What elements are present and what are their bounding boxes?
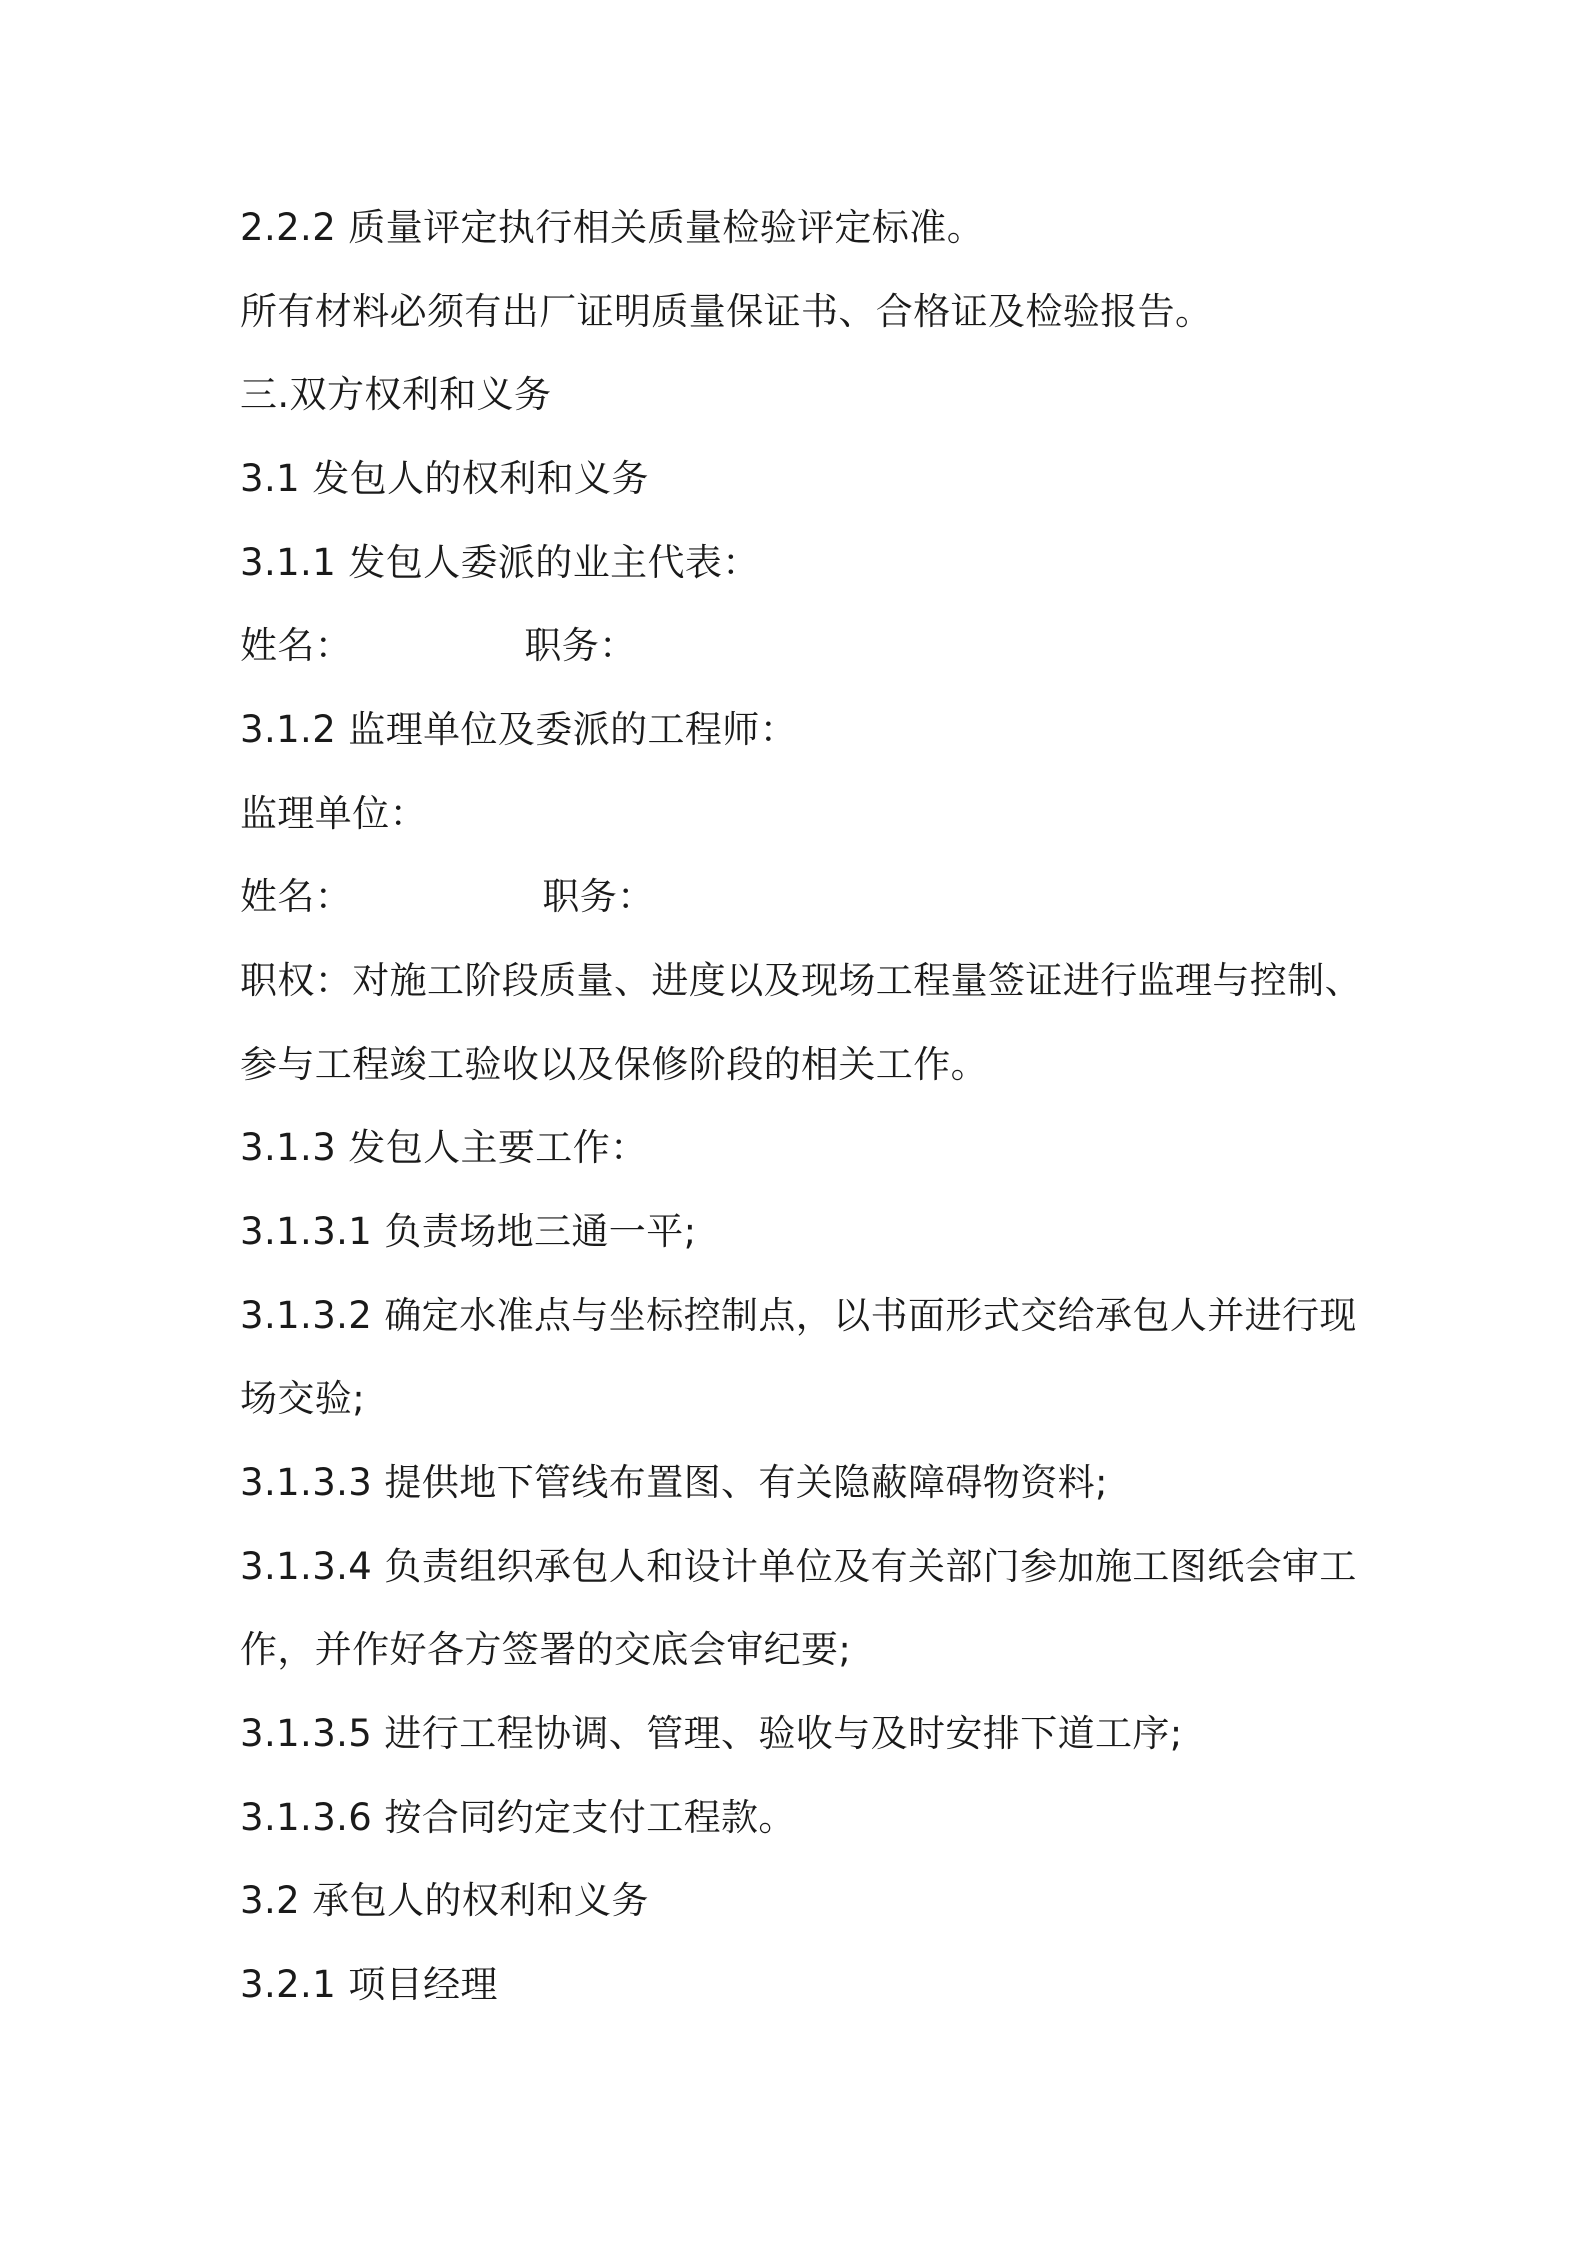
supervisor-unit-label: 监理单位： xyxy=(240,792,427,835)
clause-3-2-heading: 3.2 承包人的权利和义务 xyxy=(240,1879,649,1922)
supervisor-position-label: 职务： xyxy=(542,875,655,918)
clause-3-1-1: 3.1.1 发包人委派的业主代表： xyxy=(240,541,760,584)
clause-3-2-1: 3.2.1 项目经理 xyxy=(240,1963,498,2006)
materials-certification: 所有材料必须有出厂证明质量保证书、合格证及检验报告。 xyxy=(240,290,1213,333)
clause-3-1-3: 3.1.3 发包人主要工作： xyxy=(240,1126,648,1169)
clause-3-1-3-2: 3.1.3.2 确定水准点与坐标控制点，以书面形式交给承包人并进行现 xyxy=(240,1294,1357,1337)
supervisor-name-label: 姓名： xyxy=(240,875,353,918)
supervisor-authority: 职权：对施工阶段质量、进度以及现场工程量签证进行监理与控制、 xyxy=(240,959,1362,1002)
clause-3-1-3-6: 3.1.3.6 按合同约定支付工程款。 xyxy=(240,1796,796,1839)
supervisor-authority-cont: 参与工程竣工验收以及保修阶段的相关工作。 xyxy=(240,1043,988,1086)
clause-2-2-2: 2.2.2 质量评定执行相关质量检验评定标准。 xyxy=(240,206,985,249)
owner-rep-fields xyxy=(240,621,637,671)
supervisor-fields xyxy=(240,872,655,922)
clause-3-1-3-1: 3.1.3.1 负责场地三通一平; xyxy=(240,1210,697,1253)
clause-3-1-3-5: 3.1.3.5 进行工程协调、管理、验收与及时安排下道工序; xyxy=(240,1712,1183,1755)
section-3-heading: 三.双方权利和义务 xyxy=(240,373,552,416)
clause-3-1-3-4-cont: 作，并作好各方签署的交底会审纪要; xyxy=(240,1628,852,1671)
clause-3-1-3-3: 3.1.3.3 提供地下管线布置图、有关隐蔽障碍物资料; xyxy=(240,1461,1108,1504)
clause-3-1-3-4: 3.1.3.4 负责组织承包人和设计单位及有关部门参加施工图纸会审工 xyxy=(240,1545,1357,1588)
clause-3-1-heading: 3.1 发包人的权利和义务 xyxy=(240,457,649,500)
owner-rep-name-label: 姓名： xyxy=(240,624,353,667)
owner-rep-position-label: 职务： xyxy=(524,624,637,667)
clause-3-1-2: 3.1.2 监理单位及委派的工程师： xyxy=(240,708,798,751)
clause-3-1-3-2-cont: 场交验; xyxy=(240,1377,366,1420)
